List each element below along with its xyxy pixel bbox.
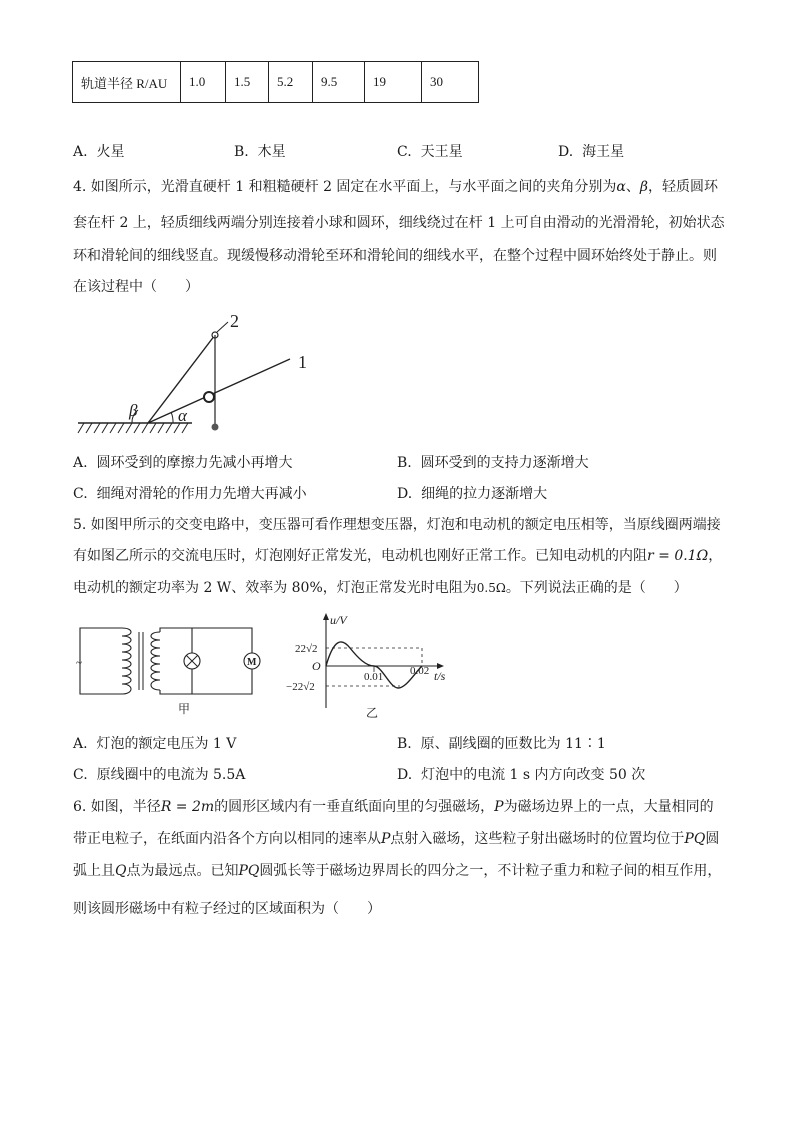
rod-1-label: 1	[298, 352, 307, 372]
q5-stem-line-2: 有如图乙所示的交流电压时，灯泡刚好正常发光，电动机也刚好正常工作。已知电动机的内阻r = 0.1Ω，	[73, 548, 723, 564]
q5-stem-line-3: 电动机的额定功率为 2 W、效率为 80%，灯泡正常发光时电阻为0.5Ω。下列说法正确的是（ ）	[73, 580, 688, 596]
rod-2-label-leader	[217, 322, 228, 332]
rod-2-label: 2	[230, 311, 239, 331]
figure-jia-caption: 甲	[178, 702, 191, 716]
q5-option-c: C. 原线圈中的电流为 5.5A	[73, 767, 246, 783]
figure-yi-caption: 乙	[366, 706, 379, 720]
q5-option-b: B. 原、副线圈的匝数比为 11∶1	[397, 736, 606, 752]
x-tick-label: 0.01	[364, 671, 384, 683]
beta-label: β	[129, 401, 138, 420]
primary-wire	[80, 628, 122, 694]
q6-stem-line-4: 则该圆形磁场中有粒子经过的区域面积为（ ）	[73, 901, 381, 917]
q5-option-d: D. 灯泡中的电流 1 s 内方向改变 50 次	[397, 767, 646, 783]
alpha-arc	[171, 412, 173, 423]
table-cell: 5.2	[269, 62, 313, 103]
table-header-cell: 轨道半径 R/AU	[73, 62, 181, 103]
table-row	[73, 62, 479, 103]
t-axis-label: t/s	[434, 669, 446, 683]
q4-option-a: A. 圆环受到的摩擦力先减小再增大	[73, 455, 293, 471]
q5-circuit-figure	[72, 622, 262, 717]
u-axis-label: u/V	[330, 613, 347, 627]
secondary-wire	[160, 628, 252, 694]
table-cell: 1.0	[181, 62, 226, 103]
alpha-label: α	[178, 406, 187, 425]
secondary-coil	[151, 632, 160, 690]
table-cell: 19	[365, 62, 422, 103]
table-cell: 30	[422, 62, 479, 103]
table-cell: 9.5	[313, 62, 365, 103]
q5-voltage-graph	[282, 608, 457, 723]
motor-label: M	[247, 657, 257, 668]
origin-label: O	[312, 659, 321, 673]
q4-rods-figure	[70, 305, 330, 440]
q3-option-a: A. 火星	[73, 144, 125, 160]
trough-value-label: −22√2	[286, 681, 315, 693]
u-axis-arrow	[323, 613, 329, 620]
table-cell: 1.5	[226, 62, 269, 103]
q5-stem-line-1: 5. 如图甲所示的交变电路中，变压器可看作理想变压器，灯泡和电动机的额定电压相等，当原线圈两端接	[73, 517, 721, 533]
q4-stem-line-3: 环和滑轮间的细线竖直。现缓慢移动滑轮至环和滑轮间的细线水平，在整个过程中圆环始终处于静止。则	[73, 248, 717, 264]
orbit-radius-table	[72, 61, 479, 103]
q4-stem-line-2: 套在杆 2 上，轻质细线两端分别连接着小球和圆环，细线绕过在杆 1 上可自由滑动的光滑滑轮，初始状态	[73, 215, 725, 231]
q3-option-b: B. 木星	[234, 144, 286, 160]
pulley	[204, 392, 214, 402]
q4-stem-line-1: 4. 如图所示，光滑直硬杆 1 和粗糙硬杆 2 固定在水平面上，与水平面之间的夹角分别为α、β，轻质圆环	[73, 179, 718, 195]
q6-stem-line-2: 带正电粒子，在纸面内沿各个方向以相同的速率从P点射入磁场，这些粒子射出磁场时的位置均位于PQ圆	[73, 831, 720, 847]
rod-1	[148, 359, 290, 423]
q6-stem-line-1: 6. 如图，半径R = 2m的圆形区域内有一垂直纸面向里的匀强磁场，P为磁场边界上的一点，大量相同的	[73, 799, 714, 815]
primary-coil	[122, 628, 131, 694]
x-tick-label: 0.02	[410, 665, 430, 677]
q3-option-d: D. 海王星	[558, 144, 625, 160]
q6-stem-line-3: 弧上且Q点为最远点。已知PQ圆弧长等于磁场边界周长的四分之一，不计粒子重力和粒子间的相互作用，	[73, 863, 722, 879]
ball	[212, 424, 219, 431]
q4-stem-line-4: 在该过程中（ ）	[73, 279, 199, 295]
ac-source-symbol: ~	[76, 657, 82, 669]
ground-hatching	[78, 423, 188, 433]
q4-option-c: C. 细绳对滑轮的作用力先增大再减小	[73, 486, 307, 502]
q4-option-d: D. 细绳的拉力逐渐增大	[397, 486, 548, 502]
q3-option-c: C. 天王星	[397, 144, 463, 160]
peak-value-label: 22√2	[295, 643, 318, 655]
q5-option-a: A. 灯泡的额定电压为 1 V	[73, 736, 237, 752]
q4-option-b: B. 圆环受到的支持力逐渐增大	[397, 455, 589, 471]
